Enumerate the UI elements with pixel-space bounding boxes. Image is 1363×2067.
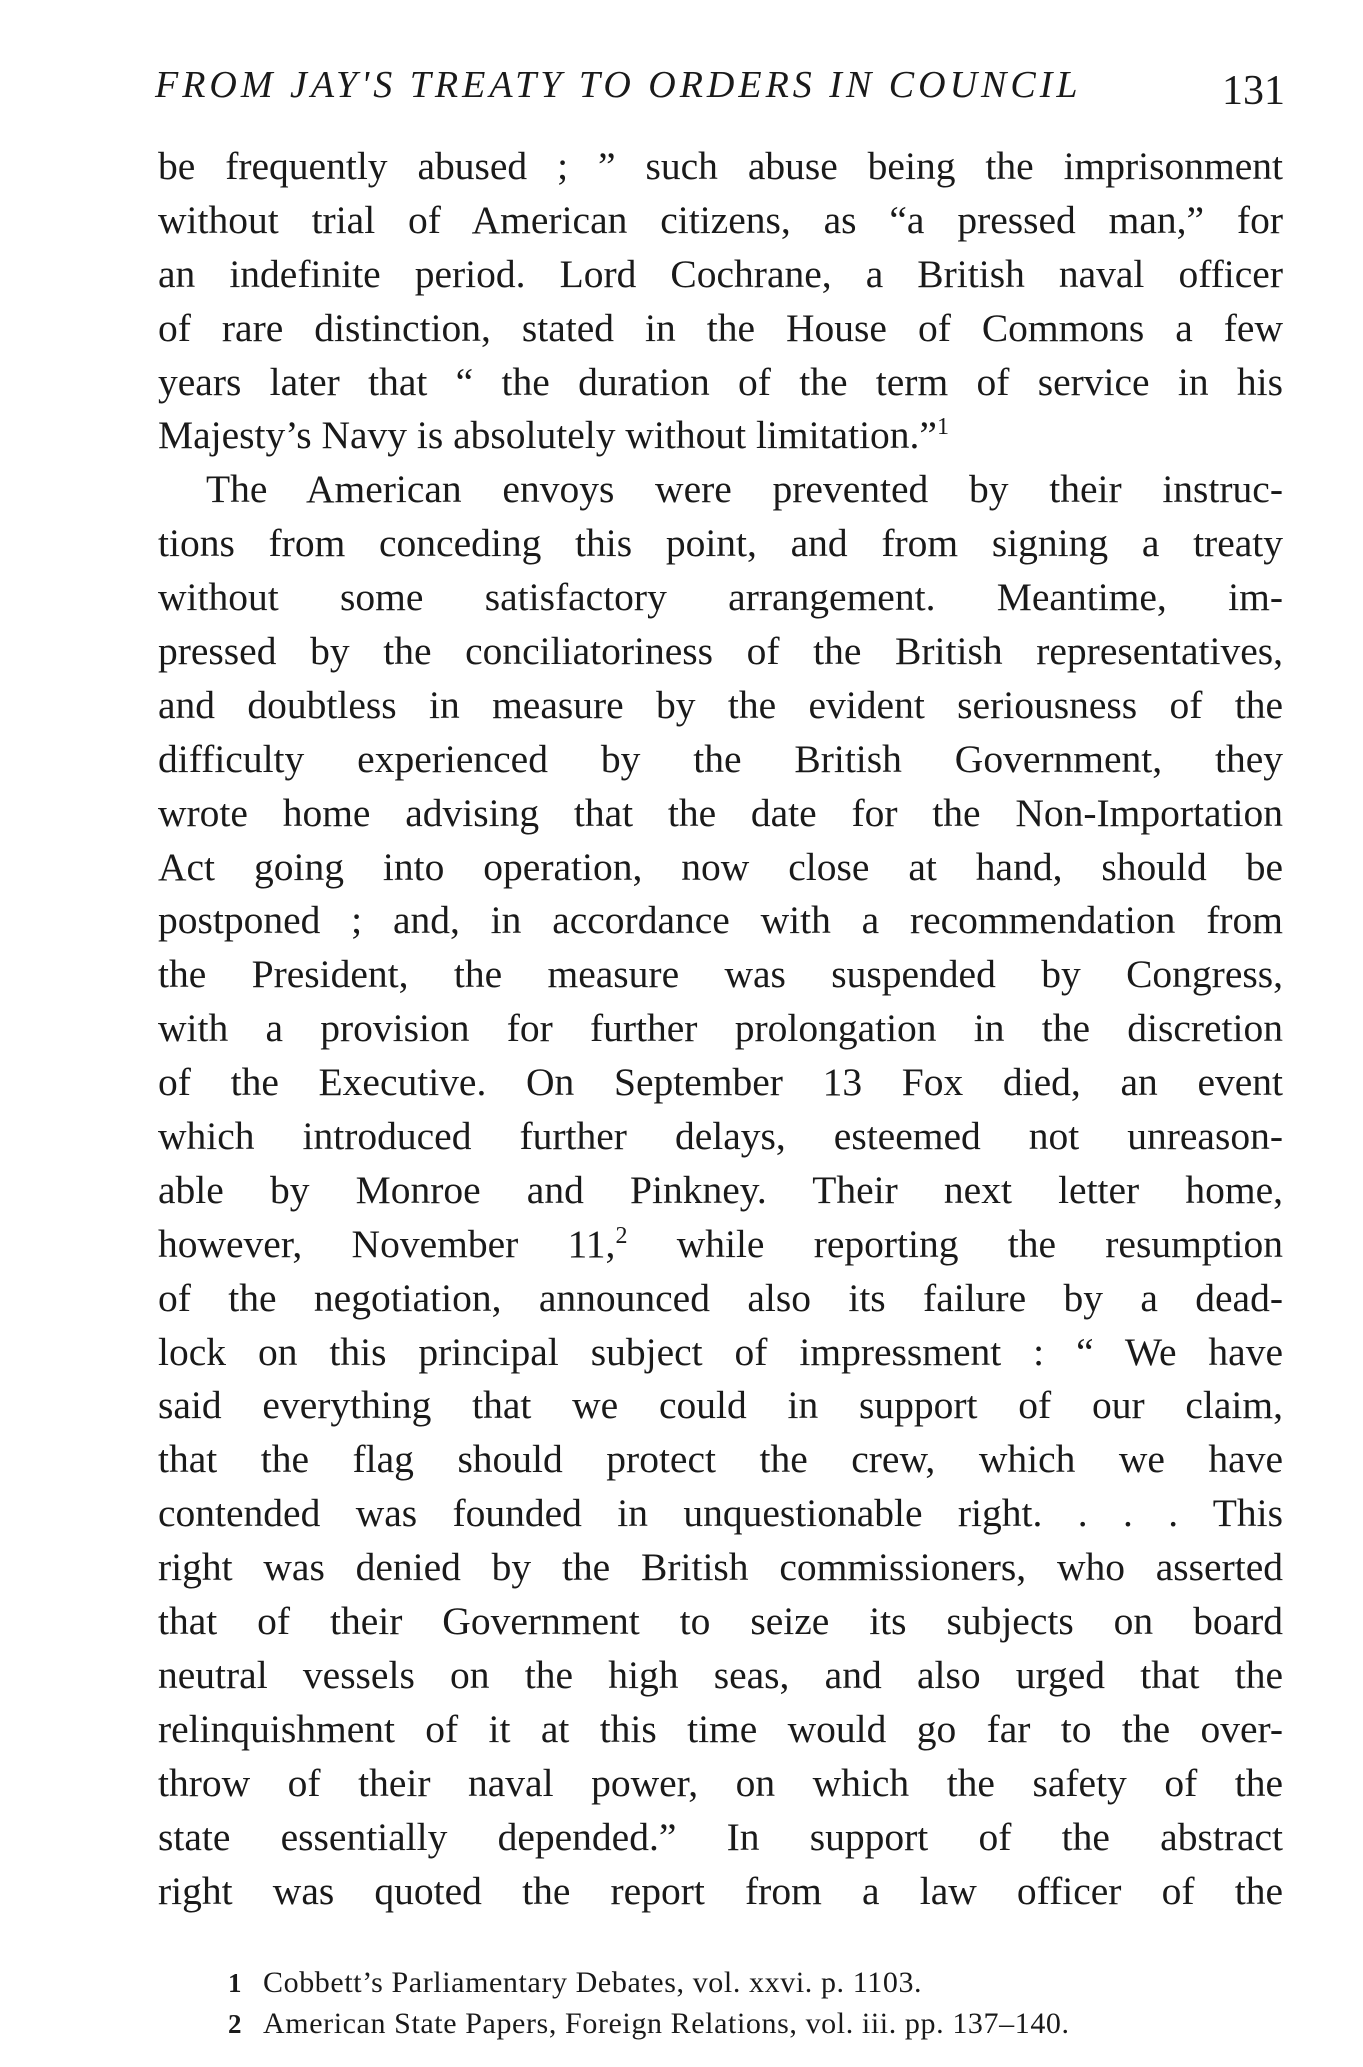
text-line: pressed by the conciliatoriness of the British representatives,	[158, 629, 1283, 674]
text-line: with a provision for further prolongation in the discretion	[158, 1006, 1283, 1051]
text-line: that of their Government to seize its subjects on board	[158, 1599, 1283, 1644]
footnote-ref: 2	[615, 1222, 628, 1249]
text-line: said everything that we could in support of our claim,	[158, 1383, 1283, 1428]
footnote-text: American State Papers, Foreign Relations, vol. iii. pp. 137–140.	[263, 2007, 1070, 2040]
text-line: able by Monroe and Pinkney. Their next letter home,	[158, 1167, 1283, 1212]
text-line: neutral vessels on the high seas, and also urged that the	[158, 1652, 1283, 1697]
text-line: years later that “ the duration of the term of service in his	[158, 359, 1283, 404]
text-line: Act going into operation, now close at hand, should be	[158, 844, 1283, 889]
text-line: of the negotiation, announced also its failure by a dead-	[158, 1275, 1283, 1320]
text-line: state essentially depended.” In support of the abstract	[158, 1814, 1283, 1859]
text-line: and doubtless in measure by the evident seriousness of the	[158, 682, 1283, 727]
text-line: be frequently abused ; ” such abuse being the imprisonment	[158, 144, 1283, 188]
text-line: that the flag should protect the crew, which we have	[158, 1437, 1283, 1482]
text-line: tions from conceding this point, and from signing a treaty	[158, 521, 1283, 566]
text-line: of rare distinction, stated in the House of Commons a few	[158, 305, 1283, 350]
text-line: The American envoys were prevented by their instruc-	[206, 467, 1283, 512]
text-line: difficulty experienced by the British Government, they	[158, 736, 1283, 781]
footnote	[228, 1962, 1288, 2003]
footnote-ref: 1	[936, 414, 949, 441]
text-line: without trial of American citizens, as “a pressed man,” for	[158, 197, 1283, 242]
text-line: right was quoted the report from a law officer of the	[158, 1868, 1283, 1913]
footnotes	[228, 1962, 1288, 2044]
text-line: throw of their naval power, on which the safety of the	[158, 1760, 1283, 1805]
footnote-mark: 1	[228, 1968, 243, 1998]
page-header	[155, 55, 1285, 115]
line-text: while reporting the resumption	[627, 1221, 1283, 1266]
text-line: contended was founded in unquestionable right. . . . This	[158, 1491, 1283, 1536]
text-line: wrote home advising that the date for the Non-Importation	[158, 790, 1283, 835]
text-line	[158, 1218, 1283, 1272]
text-line: which introduced further delays, esteemed not unreason-	[158, 1114, 1283, 1159]
line-text: however, November 11,	[158, 1221, 616, 1266]
text-line: relinquishment of it at this time would go far to the over-	[158, 1706, 1283, 1751]
text-line: right was denied by the British commissioners, who asserted	[158, 1545, 1283, 1590]
line-text: Majesty’s Navy is absolutely without limitation.”	[158, 413, 937, 458]
page-number: 131	[1222, 68, 1285, 114]
running-head: FROM JAY'S TREATY TO ORDERS IN COUNCIL	[155, 64, 1082, 106]
text-line: an indefinite period. Lord Cochrane, a British naval officer	[158, 251, 1283, 296]
footnote	[228, 2003, 1288, 2044]
text-line	[158, 409, 1283, 463]
text-line: without some satisfactory arrangement. Meantime, im-	[158, 575, 1283, 620]
text-line: of the Executive. On September 13 Fox died, an event	[158, 1060, 1283, 1105]
footnote-mark: 2	[228, 2009, 243, 2039]
text-line: lock on this principal subject of impressment : “ We have	[158, 1329, 1283, 1374]
footnote-text: Cobbett’s Parliamentary Debates, vol. xxvi. p. 1103.	[263, 1966, 923, 1999]
body-text	[158, 140, 1283, 1918]
text-line: postponed ; and, in accordance with a recommendation from	[158, 898, 1283, 943]
text-line: the President, the measure was suspended by Congress,	[158, 952, 1283, 997]
